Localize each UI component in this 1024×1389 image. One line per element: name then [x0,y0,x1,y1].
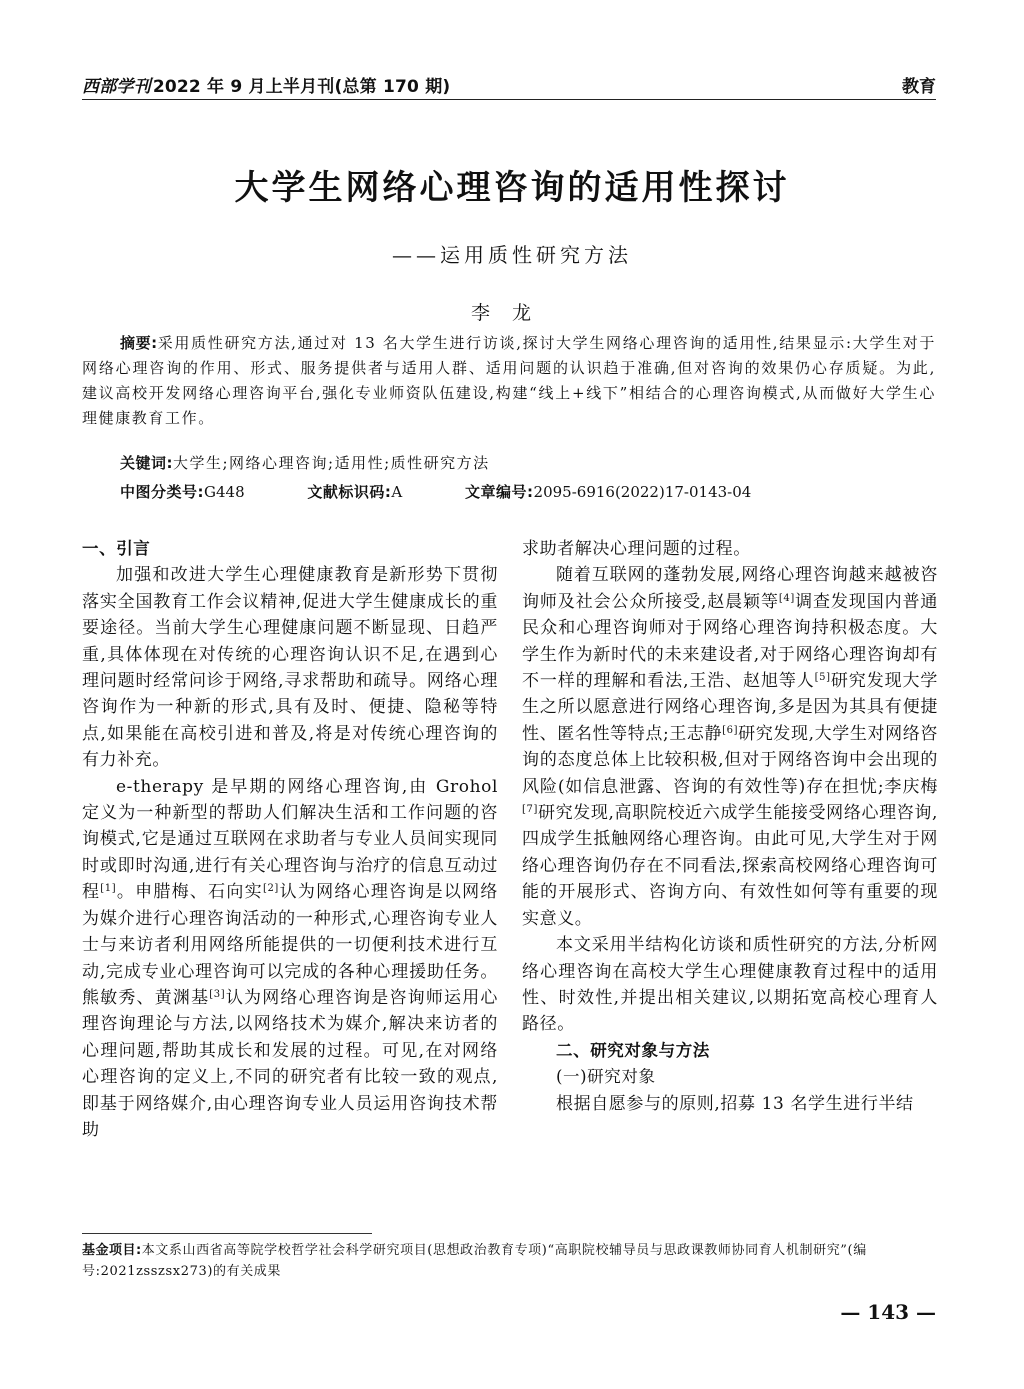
funding-footnote [82,1240,936,1282]
paragraph-2-continued: 求助者解决心理问题的过程。 [522,539,751,559]
section-heading-method: 二、研究对象与方法 [556,1040,710,1060]
article-subtitle: ——运用质性研究方法 [392,243,632,267]
keywords-text: 大学生;网络心理咨询;适用性;质性研究方法 [173,454,490,472]
doc-code-label: 文献标识码: [307,483,392,501]
body-column-right [522,536,938,1117]
citation-ref: [5] [814,672,831,684]
paragraph-5: 根据自愿参与的原则,招募 13 名学生进行半结 [556,1093,914,1114]
header-rule [82,99,936,100]
section-heading-intro: 一、引言 [82,539,151,558]
clc-value: G448 [204,483,245,501]
journal-issue [82,72,450,97]
funding-label: 基金项目: [82,1243,142,1258]
abstract-label: 摘要: [120,334,158,352]
article-title: 大学生网络心理咨询的适用性探讨 [234,168,790,208]
footnote-rule [82,1233,372,1234]
doc-code-value: A [391,483,403,501]
keywords-label: 关键词: [120,454,173,472]
page-number: — 143 — [840,1300,936,1324]
citation-ref: [6] [722,724,739,736]
issue-info: 2022 年 9 月上半月刊(总第 170 期) [152,77,451,97]
subsection-heading-subjects: (一)研究对象 [556,1067,656,1087]
abstract-text: 采用质性研究方法,通过对 13 名大学生进行访谈,探讨大学生网络心理咨询的适用性,结果显示:大学生对于网络心理咨询的作用、形式、服务提供者与适用人群、适用问题的认识趋于准确,但对咨询的效果仍心存质疑。为此,建议高校开发网络心理咨询平台,强化专业师资队伍建设,构建“线上+线下”相结合的心理咨询模式,从而做好大学生心理健康教育工作。 [82,334,936,427]
clc-label: 中图分类号: [120,483,204,501]
funding-text: 本文系山西省高等院学校哲学社会科学研究项目(思想政治教育专项)“高职院校辅导员与思政课教师协同育人机制研究”(编号:2021zsszsx273)的有关成果 [82,1243,867,1279]
citation-ref: [1] [100,883,117,895]
citation-ref: [3] [209,988,226,1000]
running-header [82,72,936,98]
journal-logo: 西部学刊 [82,77,151,97]
paragraph-1: 加强和改进大学生心理健康教育是新形势下贯彻落实全国教育工作会议精神,促进大学生健康成长的重要途径。当前大学生心理健康问题不断显现、日趋严重,具体体现在对传统的心理咨询认识不足,在遇到心理问题时经常问诊于网络,寻求帮助和疏导。网络心理咨询作为一种新的形式,具有及时、便捷、隐秘等特点,如果能在高校引进和普及,将是对传统心理咨询的有力补充。 [82,565,498,771]
article-no-value: 2095-6916(2022)17-0143-04 [533,483,752,501]
citation-ref: [2] [262,883,279,895]
keywords [120,452,490,473]
classification-line [120,481,940,502]
paragraph-4: 本文采用半结构化访谈和质性研究的方法,分析网络心理咨询在高校大学生心理健康教育过程中的适用性、时效性,并提出相关建议,以期拓宽高校心理育人路径。 [522,935,938,1035]
paragraph-3: 随着互联网的蓬勃发展,网络心理咨询越来越被咨询师及社会公众所接受,赵晨颖等[4]调查发现国内普通民众和心理咨询师对于网络心理咨询持积极态度。大学生作为新时代的未来建设者,对于网络心理咨询却有不一样的理解和看法,王浩、赵旭等人[5]研究发现大学生之所以愿意进行网络心理咨询,多是因为其具有便捷性、匿名性等特点;王志静[6]研究发现,大学生对网络咨询的态度总体上比较积极,但对于网络咨询中会出现的风险(如信息泄露、咨询的有效性等)存在担忧;李庆梅[7]研究发现,高职院校近六成学生能接受网络心理咨询,四成学生抵触网络心理咨询。由此可见,大学生对于网络心理咨询仍存在不同看法,探索高校网络心理咨询可能的开展形式、咨询方向、有效性如何等有重要的现实意义。 [522,565,938,929]
citation-ref: [7] [522,804,538,816]
citation-ref: [4] [778,592,795,604]
abstract [82,331,936,431]
paragraph-2: e-therapy 是早期的网络心理咨询,由 Grohol 定义为一种新型的帮助人们解决生活和工作问题的咨询模式,它是通过互联网在求助者与专业人员间实现同时或即时沟通,进行有关心理咨询与治疗的信息互动过程[1]。申腊梅、石向实[2]认为网络心理咨询是以网络为媒介进行心理咨询活动的一种形式,心理咨询专业人士与来访者利用网络所能提供的一切便利技术进行互动,完成专业心理咨询可以完成的各种心理援助任务。熊敏秀、黄渊基[3]认为网络心理咨询是咨询师运用心理咨询理论与方法,以网络技术为媒介,解决来访者的心理问题,帮助其成长和发展的过程。可见,在对网络心理咨询的定义上,不同的研究者有比较一致的观点,即基于网络媒介,由心理咨询专业人员运用咨询技术帮助 [82,776,498,1140]
section-tag: 教育 [902,77,936,97]
article-no-label: 文章编号: [465,483,534,501]
body-column-left [82,536,498,1143]
author-name: 李龙 [470,302,553,324]
